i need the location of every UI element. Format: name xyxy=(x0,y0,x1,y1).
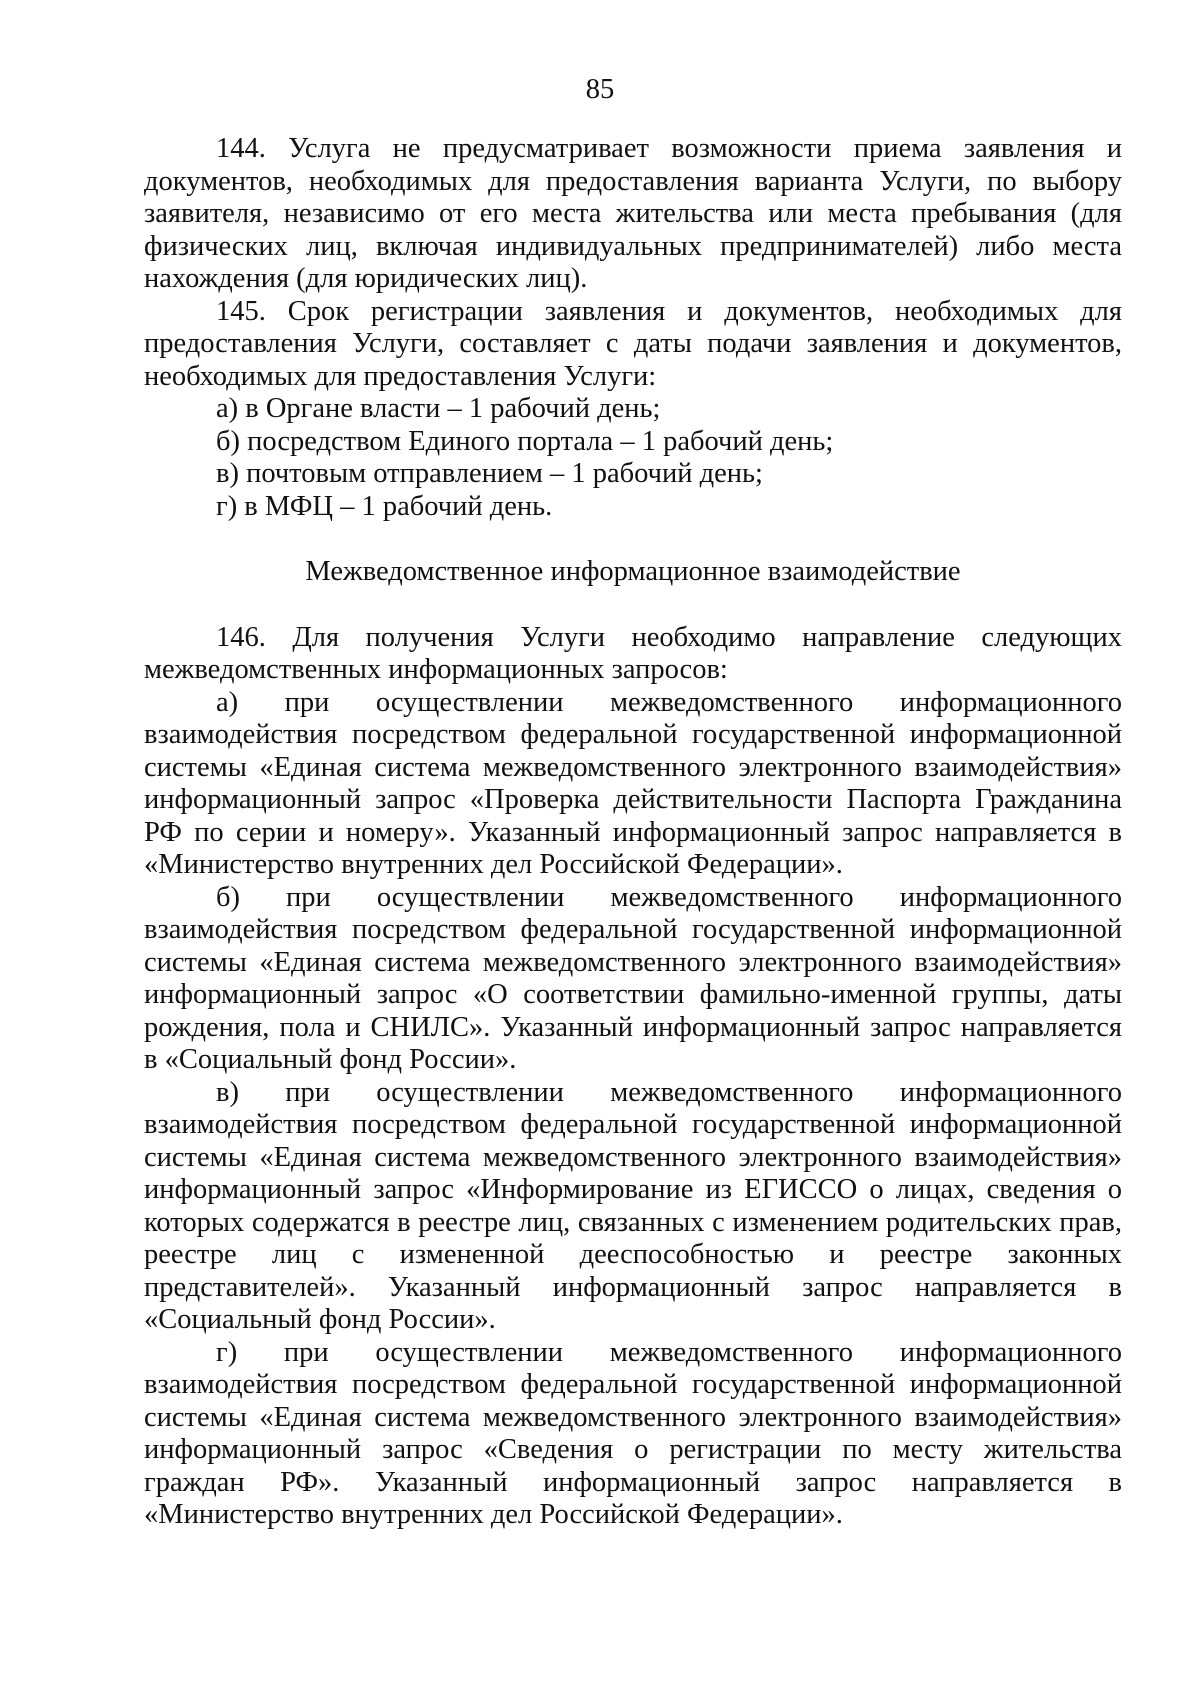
list-item-145-a: а) в Органе власти – 1 рабочий день; xyxy=(216,393,661,424)
list-item-146-g: г) при осуществлении межведомственного информационного взаимодействия посредством федеральной государственной информационной системы «Единая система межведомственного электронного взаимодействия» информационный запрос «Сведения о регистрации по месту жительства граждан РФ». Указанный информационный запрос направляется в «Министерство внутренних дел Российской Федерации». xyxy=(144,1336,1122,1530)
list-item-145-v: в) почтовым отправлением – 1 рабочий день; xyxy=(216,458,763,489)
list-item-146-a: а) при осуществлении межведомственного информационного взаимодействия посредством федеральной государственной информационной системы «Единая система межведомственного электронного взаимодействия» информационный запрос «Проверка действительности Паспорта Гражданина РФ по серии и номеру». Указанный информационный запрос направляется в «Министерство внутренних дел Российской Федерации». xyxy=(144,686,1122,880)
section-heading: Межведомственное информационное взаимодействие xyxy=(305,556,961,587)
paragraph-144: 144. Услуга не предусматривает возможности приема заявления и документов, необходимых для предоставления варианта Услуги, по выбору заявителя, независимо от его места жительства или места пребывания (для физических лиц, включая индивидуальных предпринимателей) либо места нахождения (для юридических лиц). xyxy=(144,133,1122,294)
list-item-145-b: б) посредством Единого портала – 1 рабочий день; xyxy=(216,425,834,457)
list-item-146-b: б) при осуществлении межведомственного информационного взаимодействия посредством федеральной государственной информационной системы «Единая система межведомственного электронного взаимодействия» информационный запрос «О соответствии фамильно-именной группы, даты рождения, пола и СНИЛС». Указанный информационный запрос направляется в «Социальный фонд России». xyxy=(144,881,1122,1075)
list-item-145-g: г) в МФЦ – 1 рабочий день. xyxy=(216,490,553,522)
list-item-146-v: в) при осуществлении межведомственного информационного взаимодействия посредством федеральной государственной информационной системы «Единая система межведомственного электронного взаимодействия» информационный запрос «Информирование из ЕГИССО о лицах, сведения о которых содержатся в реестре лиц, связанных с изменением родительских прав, реестре лиц с измененной дееспособностью и реестре законных представителей». Указанный информационный запрос направляется в «Социальный фонд России». xyxy=(144,1076,1122,1335)
paragraph-145: 145. Срок регистрации заявления и документов, необходимых для предоставления Услуги, составляет с даты подачи заявления и документов, необходимых для предоставления Услуги: xyxy=(144,295,1122,392)
paragraph-146: 146. Для получения Услуги необходимо направление следующих межведомственных информационных запросов: xyxy=(144,621,1122,685)
document-body xyxy=(144,133,1122,1532)
page-number: 85 xyxy=(585,74,615,105)
